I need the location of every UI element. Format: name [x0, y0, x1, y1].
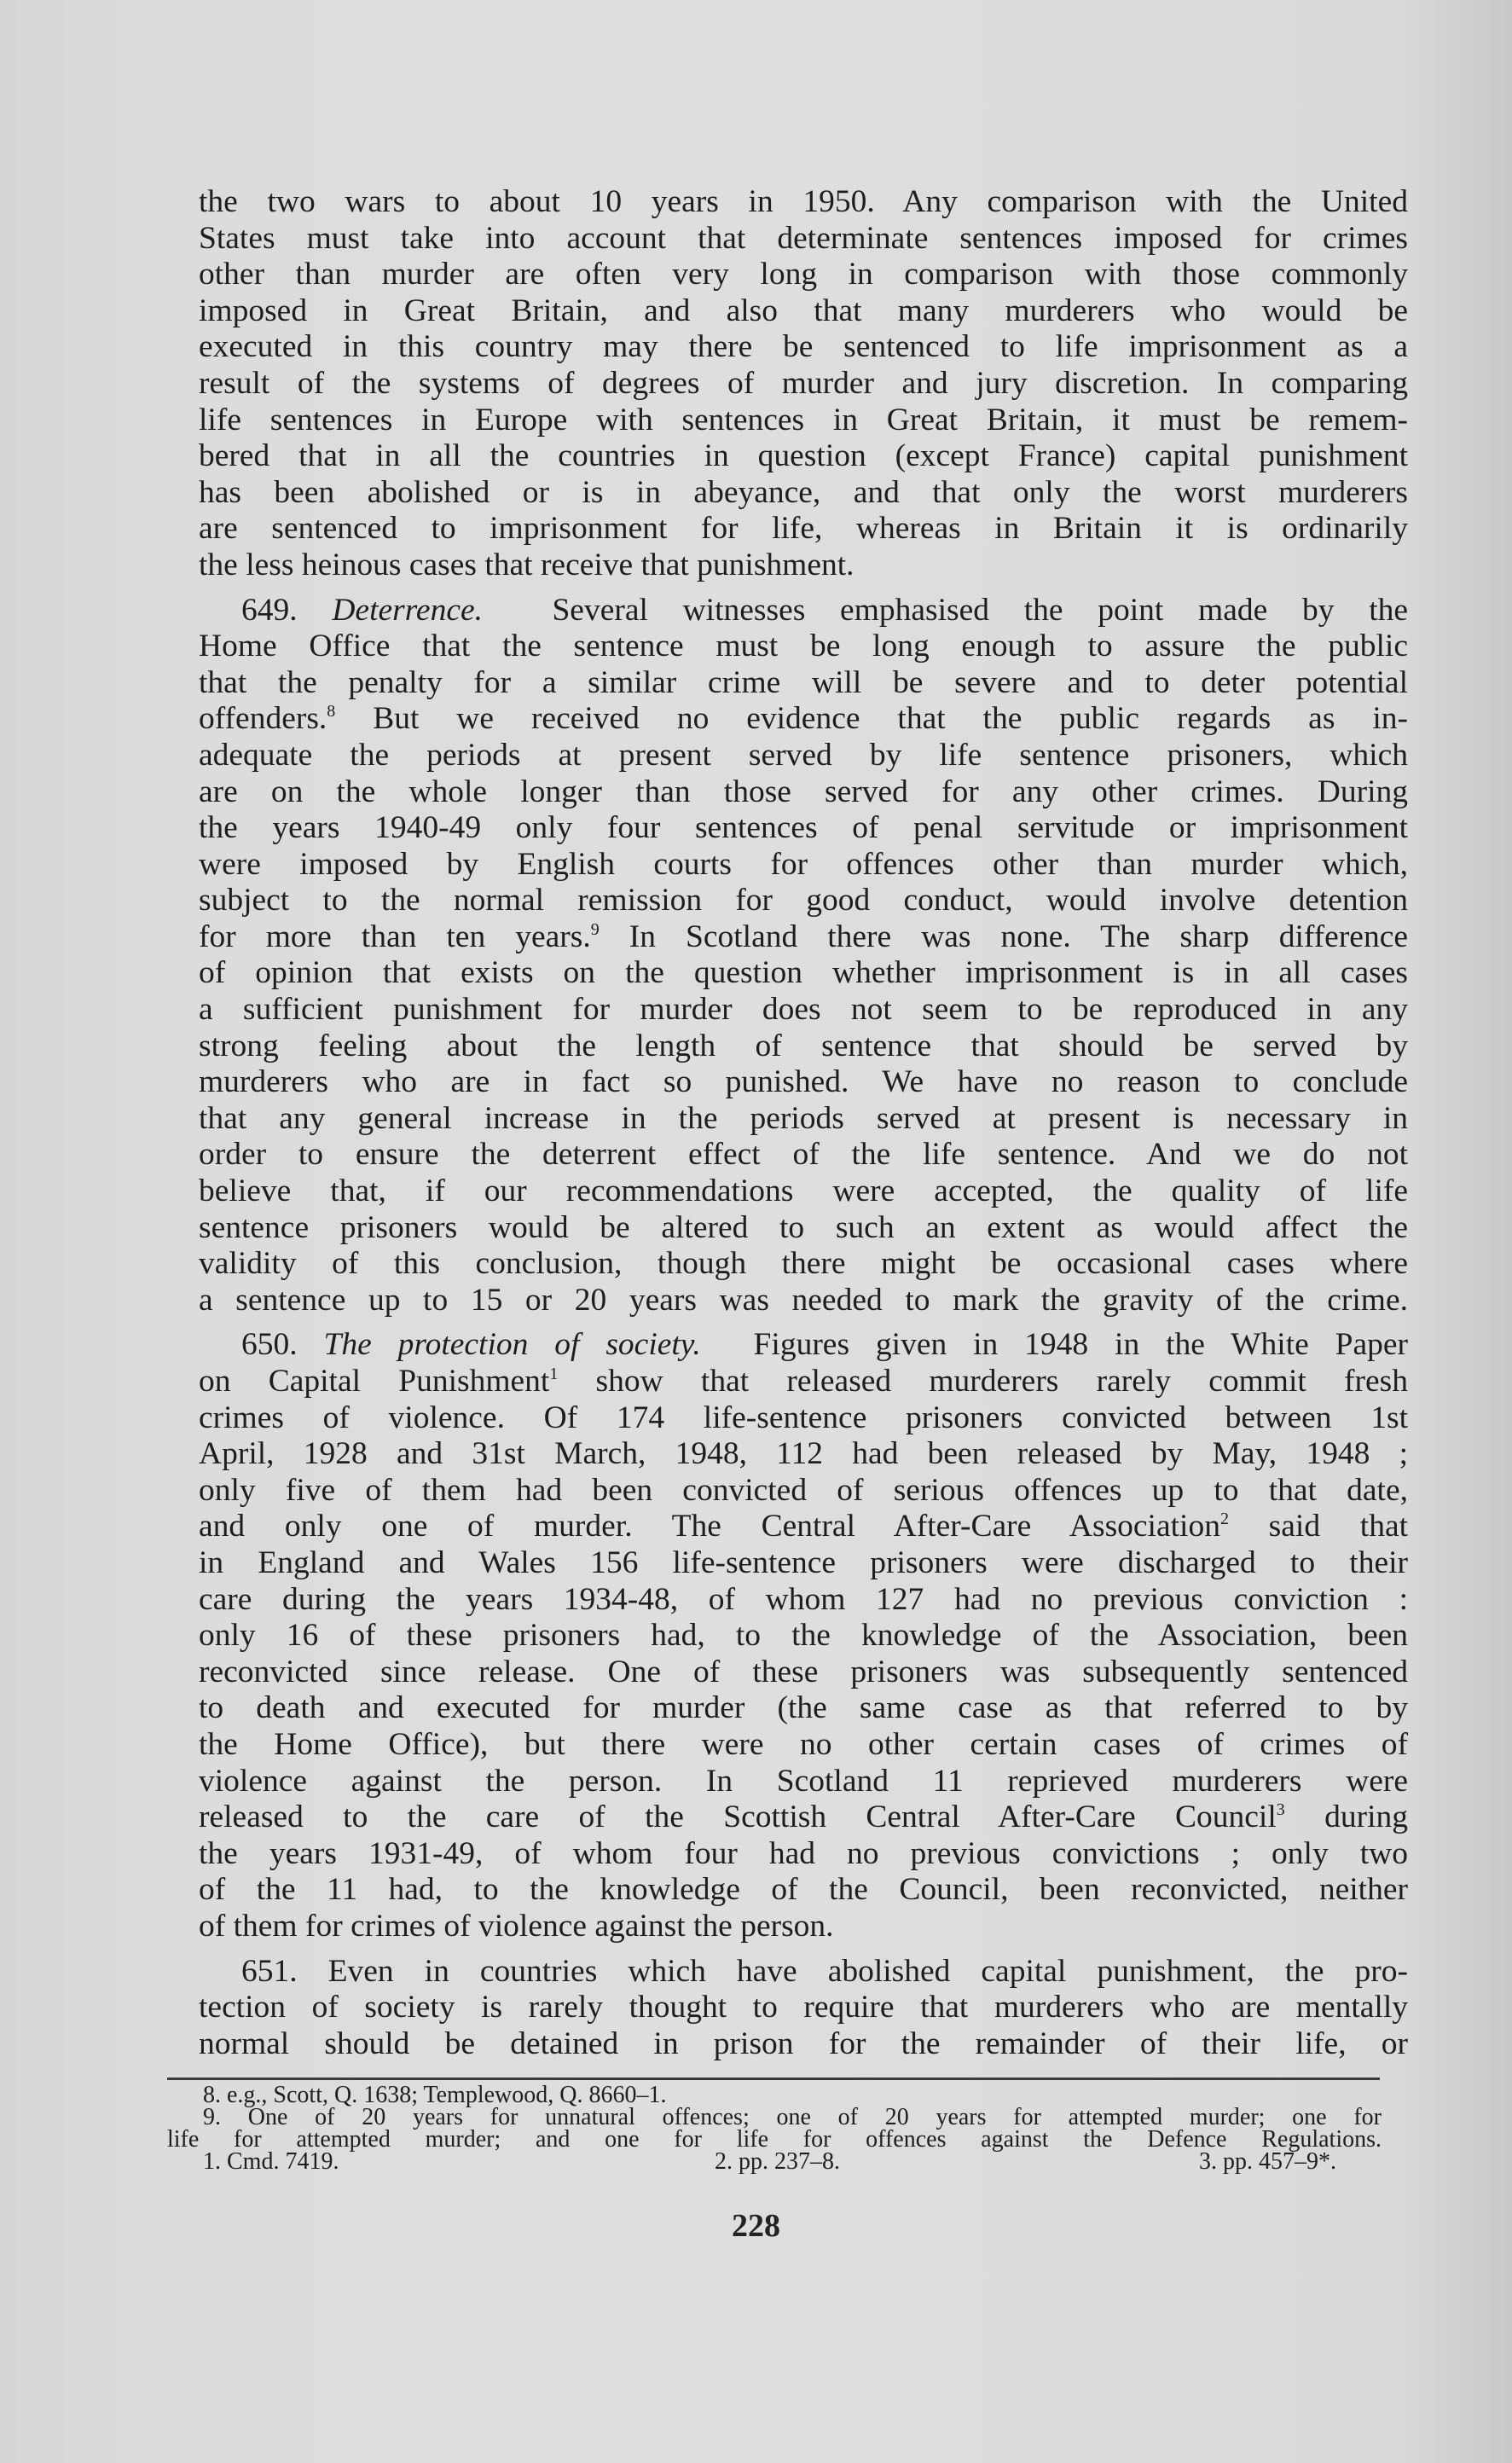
- footnote-2: 2. pp. 237–8.: [715, 2148, 840, 2175]
- paragraph-650: [199, 1327, 1408, 1944]
- footnote-ref-2[interactable]: 2: [1219, 1510, 1229, 1529]
- text-line: reconvicted since release. One of these prisoners was subsequently sentenced: [199, 1654, 1408, 1689]
- text-line: of opinion that exists on the question whether imprisonment is in all cases: [199, 955, 1408, 991]
- text-line: validity of this conclusion, though there might be occasional cases where: [199, 1246, 1408, 1282]
- text-line: order to ensure the deterrent effect of the life sentence. And we do not: [199, 1137, 1408, 1173]
- text-line: the years 1931-49, of whom four had no previous convictions ; only two: [199, 1835, 1408, 1871]
- text-line: offenders.$^8$ But we received no evidence that the public regards as in-: [199, 701, 1408, 737]
- paragraph-continuation: [199, 184, 1408, 584]
- text-line: that any general increase in the periods served at present is necessary in: [199, 1100, 1408, 1136]
- text-line: violence against the person. In Scotland 11 reprieved murderers were: [199, 1763, 1408, 1799]
- text-line: bered that in all the countries in question (except France) capital punishment: [199, 438, 1408, 474]
- text-line: only five of them had been convicted of serious offences up to that date,: [199, 1472, 1408, 1508]
- text-line: and only one of murder. The Central After-Care Association$^2$ said that: [199, 1509, 1409, 1544]
- text-line: on Capital Punishment$^1$ show that released murderers rarely commit fresh: [199, 1364, 1408, 1399]
- text-line: life sentences in Europe with sentences in Great Britain, it must be remem-: [199, 402, 1408, 438]
- footnote-1: 1. Cmd. 7419.: [203, 2148, 339, 2175]
- text-line: strong feeling about the length of sentence that should be served by: [199, 1028, 1408, 1063]
- footnotes: [167, 2084, 1382, 2173]
- text-line: a sentence up to 15 or 20 years was needed to mark the gravity of the crime.: [199, 1282, 1408, 1318]
- text-line: that the penalty for a similar crime will be severe and to deter potential: [199, 664, 1408, 700]
- text-line: of the 11 had, to the knowledge of the Council, been reconvicted, neither: [199, 1872, 1408, 1908]
- text-line: imposed in Great Britain, and also that many murderers who would be: [199, 293, 1408, 328]
- body-text: [199, 184, 1408, 2062]
- text-line: result of the systems of degrees of murder and jury discretion. In comparing: [199, 365, 1408, 401]
- text-line: 651. Even in countries which have abolished capital punishment, the pro-: [241, 1953, 1408, 1989]
- text-line: in England and Wales 156 life-sentence prisoners were discharged to their: [199, 1544, 1408, 1580]
- text-line: crimes of violence. Of 174 life-sentence prisoners convicted between 1st: [199, 1400, 1408, 1435]
- text-line: subject to the normal remission for good conduct, would involve detention: [199, 883, 1408, 919]
- text-line: of them for crimes of violence against the person.: [199, 1908, 834, 1944]
- text-line: the less heinous cases that receive that punishment.: [199, 547, 854, 582]
- text-line: adequate the periods at present served by life sentence prisoners, which: [199, 737, 1408, 773]
- text-line: has been abolished or is in abeyance, and that only the worst murderers: [199, 474, 1408, 510]
- text-line: murderers who are in fact so punished. We have no reason to conclude: [199, 1064, 1408, 1100]
- text-line: are on the whole longer than those served for any other crimes. During: [199, 774, 1408, 809]
- text-line: executed in this country may there be sentenced to life imprisonment as a: [199, 329, 1408, 365]
- footnote-row: [167, 2148, 1382, 2175]
- text-line: States must take into account that determinate sentences imposed for crimes: [199, 220, 1408, 256]
- footnote-ref-9[interactable]: 9: [590, 919, 600, 939]
- text-line: the years 1940-49 only four sentences of penal servitude or imprisonment: [199, 810, 1408, 846]
- text-line: 649. Deterrence. Several witnesses emphasised the point made by the: [241, 592, 1409, 628]
- text-line: tection of society is rarely thought to require that murderers who are mentally: [199, 1990, 1408, 2025]
- footnote-3: 3. pp. 457–9*.: [1199, 2148, 1336, 2175]
- paragraph-number: 650.: [241, 1327, 298, 1363]
- footnote-ref-3[interactable]: 3: [1276, 1800, 1285, 1820]
- paragraph-heading: The protection of society.: [323, 1327, 701, 1363]
- text-line: for more than ten years.$^9$ In Scotland there was none. The sharp difference: [199, 919, 1408, 954]
- text-line: were imposed by English courts for offences other than murder which,: [199, 846, 1408, 882]
- text-line: a sufficient punishment for murder does not seem to be reproduced in any: [199, 992, 1408, 1028]
- footnote-ref-8[interactable]: 8: [327, 702, 336, 722]
- paragraph-649: [199, 593, 1408, 1319]
- text-line: Home Office that the sentence must be long enough to assure the public: [199, 629, 1408, 664]
- text-line: other than murder are often very long in comparison with those commonly: [199, 257, 1408, 293]
- footnote-9: 9. One of 20 years for unnatural offences; one of 20 years for attempted murder; one for: [203, 2104, 1382, 2130]
- text-line: released to the care of the Scottish Central After-Care Council$^3$ during: [199, 1799, 1408, 1835]
- text-line: normal should be detained in prison for the remainder of their life, or: [199, 2025, 1408, 2061]
- text-line: care during the years 1934-48, of whom 127 had no previous conviction :: [199, 1581, 1408, 1617]
- text-line: to death and executed for murder (the same case as that referred to by: [199, 1690, 1408, 1726]
- text-line: are sentenced to imprisonment for life, whereas in Britain it is ordinarily: [199, 511, 1408, 547]
- text-line: April, 1928 and 31st March, 1948, 112 had been released by May, 1948 ;: [199, 1436, 1408, 1472]
- text-line: only 16 of these prisoners had, to the knowledge of the Association, been: [199, 1618, 1408, 1654]
- paragraph-651: [199, 1954, 1408, 2063]
- footnote-9-continued: life for attempted murder; and one for life for offences against the Defence Regulations.: [167, 2126, 1382, 2153]
- paragraph-heading: Deterrence.: [332, 592, 483, 628]
- text-line: the Home Office), but there were no other certain cases of crimes of: [199, 1726, 1408, 1762]
- text-line: believe that, if our recommendations were accepted, the quality of life: [199, 1174, 1408, 1209]
- footnote-ref-1[interactable]: 1: [549, 1365, 559, 1383]
- text-line: sentence prisoners would be altered to such an extent as would affect the: [199, 1209, 1408, 1245]
- footnote-divider: [167, 2078, 1380, 2080]
- text-line: 650. The protection of society. Figures given in 1948 in the White Paper: [241, 1327, 1409, 1363]
- text-line: the two wars to about 10 years in 1950. Any comparison with the United: [199, 184, 1408, 219]
- paragraph-number: 649.: [241, 592, 298, 628]
- page-number: 228: [732, 2208, 780, 2244]
- footnote-8: 8. e.g., Scott, Q. 1638; Templewood, Q. 8660–1.: [203, 2082, 667, 2108]
